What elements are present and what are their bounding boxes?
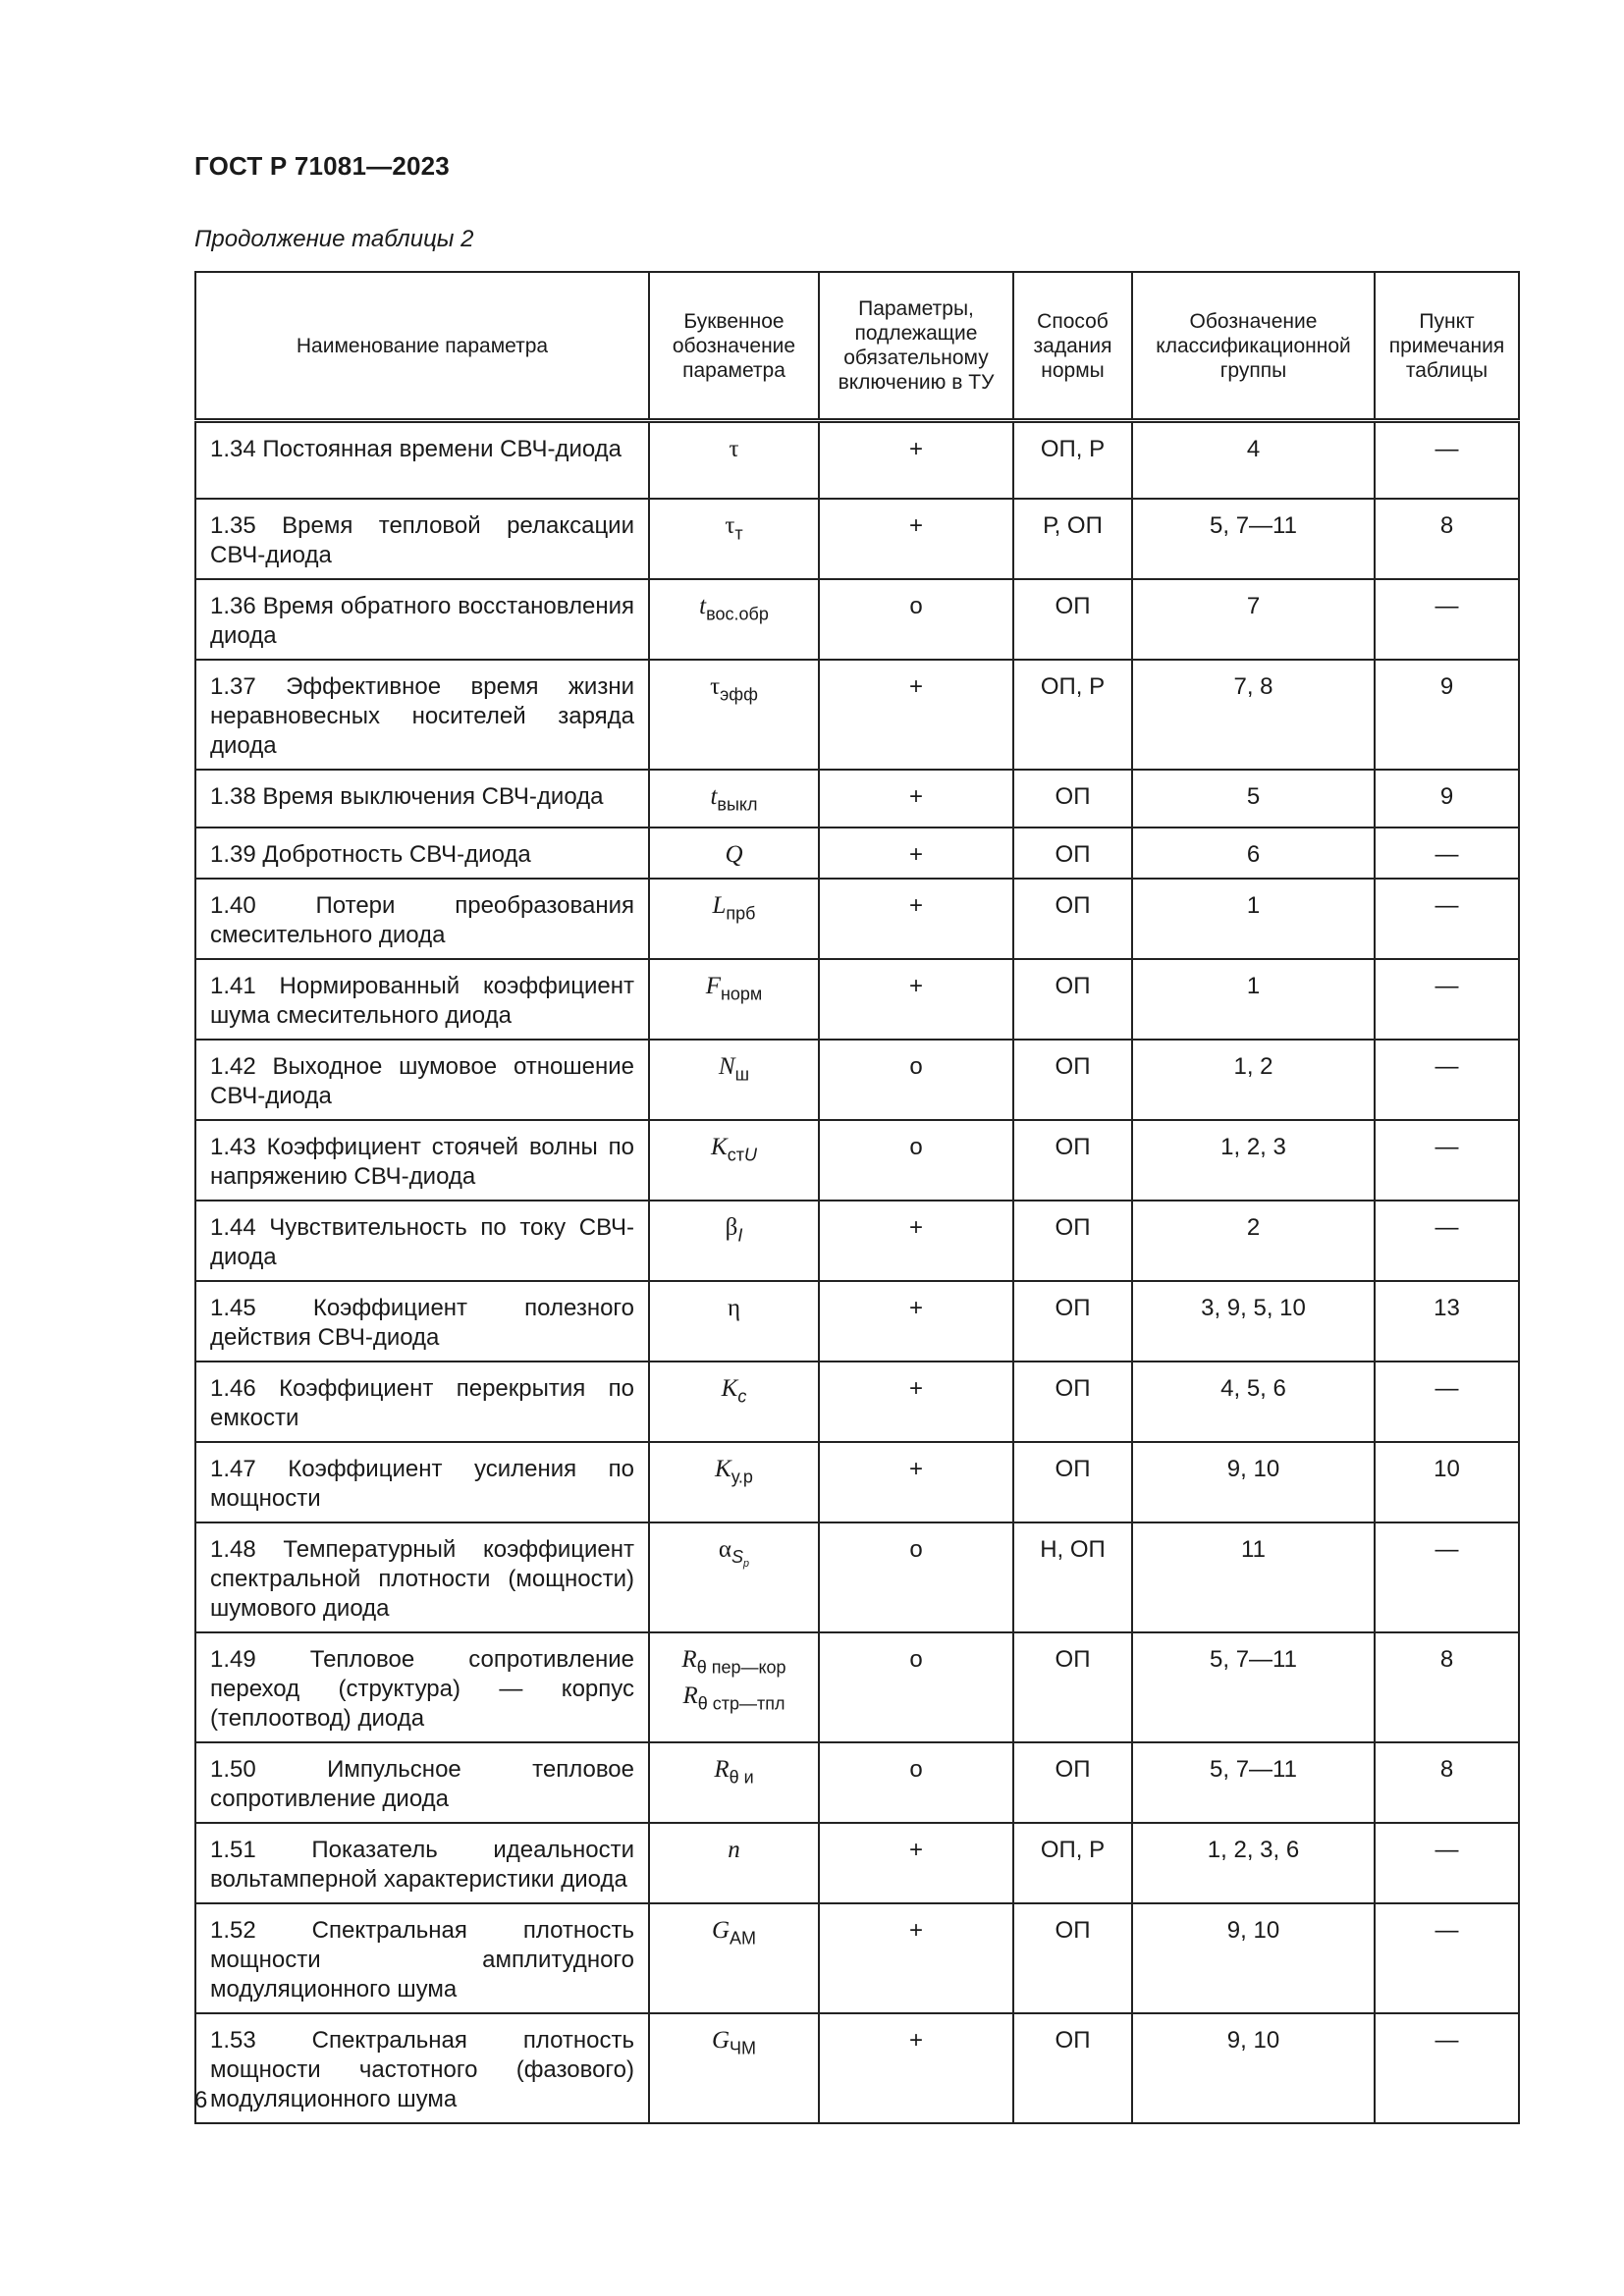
symbol-subscript-text: у.р bbox=[731, 1467, 753, 1487]
norm-method-cell: ОП bbox=[1013, 1120, 1132, 1201]
parameter-name-cell: 1.49 Тепловое сопротивление переход (структура) — корпус (теплоотвод) диода bbox=[195, 1632, 649, 1742]
included-in-tu-cell: + bbox=[819, 2013, 1013, 2123]
symbol-subscript-text: прб bbox=[726, 903, 756, 924]
classification-group-cell: 1, 2, 3 bbox=[1132, 1120, 1375, 1201]
symbol-subscript-text: норм bbox=[720, 984, 763, 1004]
note-reference-cell: — bbox=[1375, 828, 1519, 879]
included-in-tu-cell: + bbox=[819, 959, 1013, 1040]
norm-method-cell: Р, ОП bbox=[1013, 499, 1132, 579]
symbol-subscript bbox=[706, 604, 769, 623]
table-row bbox=[195, 828, 1519, 879]
note-reference-cell: 9 bbox=[1375, 770, 1519, 828]
norm-method-cell: ОП bbox=[1013, 579, 1132, 660]
note-reference-cell: — bbox=[1375, 2013, 1519, 2123]
parameter-name-cell: 1.47 Коэффициент усиления по мощности bbox=[195, 1442, 649, 1522]
symbol-main: K bbox=[711, 1133, 728, 1160]
table-body bbox=[195, 421, 1519, 2123]
parameter-symbol-cell bbox=[649, 1362, 819, 1442]
parameter-symbol bbox=[712, 891, 756, 924]
note-reference-cell: — bbox=[1375, 959, 1519, 1040]
parameter-symbol bbox=[710, 782, 758, 814]
symbol-subscript bbox=[721, 984, 762, 1003]
symbol-subscript bbox=[737, 1225, 742, 1245]
symbol-subscript-text: т bbox=[734, 522, 743, 543]
symbol-subscript-italic: S bbox=[731, 1547, 744, 1568]
column-header-included: Параметры, подлежащие обязательному включению в ТУ bbox=[819, 272, 1013, 421]
parameter-symbol-cell bbox=[649, 959, 819, 1040]
symbol-subscript bbox=[697, 1657, 786, 1677]
parameter-symbol-cell bbox=[649, 1040, 819, 1120]
table-row bbox=[195, 660, 1519, 770]
classification-group-cell: 4 bbox=[1132, 421, 1375, 499]
included-in-tu-cell: о bbox=[819, 1742, 1013, 1823]
classification-group-cell: 5, 7—11 bbox=[1132, 1632, 1375, 1742]
column-header-symbol: Буквенное обозначение параметра bbox=[649, 272, 819, 421]
parameter-symbol-cell bbox=[649, 1903, 819, 2013]
parameter-symbol bbox=[729, 436, 738, 462]
classification-group-cell: 7 bbox=[1132, 579, 1375, 660]
symbol-subscript bbox=[731, 1547, 750, 1570]
parameter-symbol bbox=[718, 1052, 750, 1085]
symbol-subscript-text: эфф bbox=[720, 683, 758, 704]
parameter-name-cell: 1.41 Нормированный коэффициент шума смесительного диода bbox=[195, 959, 649, 1040]
symbol-main: α bbox=[718, 1535, 732, 1563]
parameter-name-cell: 1.45 Коэффициент полезного действия СВЧ-диода bbox=[195, 1281, 649, 1362]
parameter-symbol bbox=[681, 1645, 786, 1678]
parameter-symbol bbox=[728, 1837, 740, 1863]
symbol-subscript bbox=[730, 1767, 754, 1787]
parameter-symbol bbox=[721, 1374, 747, 1407]
note-reference-cell: — bbox=[1375, 1120, 1519, 1201]
parameter-symbol-cell bbox=[649, 421, 819, 499]
note-reference-cell: — bbox=[1375, 1823, 1519, 1903]
parameter-symbol-cell bbox=[649, 770, 819, 828]
parameter-name-cell: 1.39 Добротность СВЧ-диода bbox=[195, 828, 649, 879]
norm-method-cell: ОП bbox=[1013, 879, 1132, 959]
symbol-subscript-text: вос.обр bbox=[706, 603, 769, 623]
included-in-tu-cell: + bbox=[819, 828, 1013, 879]
table-row bbox=[195, 1742, 1519, 1823]
norm-method-cell: ОП bbox=[1013, 828, 1132, 879]
symbol-main: τ bbox=[710, 672, 721, 700]
included-in-tu-cell: + bbox=[819, 1442, 1013, 1522]
parameter-symbol-cell bbox=[649, 2013, 819, 2123]
table-row bbox=[195, 1281, 1519, 1362]
symbol-subscript-italic: I bbox=[737, 1225, 743, 1246]
note-reference-cell: — bbox=[1375, 1040, 1519, 1120]
table-row bbox=[195, 1903, 1519, 2013]
parameter-symbol-cell bbox=[649, 828, 819, 879]
table-row bbox=[195, 1823, 1519, 1903]
table-row bbox=[195, 2013, 1519, 2123]
parameter-symbol-cell bbox=[649, 1522, 819, 1632]
included-in-tu-cell: + bbox=[819, 1903, 1013, 2013]
symbol-subscript-text: ЧМ bbox=[730, 2038, 757, 2058]
parameter-name-cell: 1.38 Время выключения СВЧ-диода bbox=[195, 770, 649, 828]
parameter-symbol bbox=[725, 511, 743, 543]
parameter-symbol-cell bbox=[649, 1632, 819, 1742]
note-reference-cell: — bbox=[1375, 1201, 1519, 1281]
note-reference-cell: 10 bbox=[1375, 1442, 1519, 1522]
symbol-main: τ bbox=[729, 436, 739, 462]
parameter-symbol bbox=[725, 1213, 743, 1246]
included-in-tu-cell: о bbox=[819, 1120, 1013, 1201]
parameter-symbol-cell bbox=[649, 1281, 819, 1362]
parameters-table bbox=[194, 271, 1520, 2124]
classification-group-cell: 1 bbox=[1132, 879, 1375, 959]
column-header-name: Наименование параметра bbox=[195, 272, 649, 421]
symbol-subscript-text: ш bbox=[734, 1064, 750, 1085]
classification-group-cell: 11 bbox=[1132, 1522, 1375, 1632]
symbol-subscript-text: θ пер—кор bbox=[696, 1657, 786, 1678]
included-in-tu-cell: о bbox=[819, 1040, 1013, 1120]
column-header-note: Пункт примечания таблицы bbox=[1375, 272, 1519, 421]
symbol-subscript-text: θ и bbox=[729, 1767, 754, 1788]
norm-method-cell: ОП, Р bbox=[1013, 1823, 1132, 1903]
included-in-tu-cell: + bbox=[819, 660, 1013, 770]
classification-group-cell: 2 bbox=[1132, 1201, 1375, 1281]
parameter-symbol-cell bbox=[649, 1823, 819, 1903]
symbol-main: R bbox=[714, 1755, 730, 1783]
included-in-tu-cell: + bbox=[819, 421, 1013, 499]
symbol-subscript bbox=[728, 1145, 757, 1164]
table-row bbox=[195, 879, 1519, 959]
table-row bbox=[195, 1040, 1519, 1120]
included-in-tu-cell: + bbox=[819, 1281, 1013, 1362]
symbol-main: G bbox=[711, 1916, 731, 1944]
included-in-tu-cell: + bbox=[819, 499, 1013, 579]
note-reference-cell: 9 bbox=[1375, 660, 1519, 770]
classification-group-cell: 1, 2, 3, 6 bbox=[1132, 1823, 1375, 1903]
parameter-symbol-cell bbox=[649, 1120, 819, 1201]
classification-group-cell: 5, 7—11 bbox=[1132, 1742, 1375, 1823]
parameter-name-cell: 1.43 Коэффициент стоячей волны по напряжению СВЧ-диода bbox=[195, 1120, 649, 1201]
parameter-symbol-cell bbox=[649, 499, 819, 579]
column-header-group: Обозначение классификационной группы bbox=[1132, 272, 1375, 421]
parameter-symbol bbox=[728, 1295, 740, 1321]
symbol-subscript-text: АМ bbox=[730, 1928, 757, 1949]
parameter-symbol bbox=[699, 592, 769, 623]
parameter-symbol-cell bbox=[649, 579, 819, 660]
parameter-name-cell: 1.46 Коэффициент перекрытия по емкости bbox=[195, 1362, 649, 1442]
parameter-symbol bbox=[714, 1755, 754, 1788]
note-reference-cell: — bbox=[1375, 1903, 1519, 2013]
symbol-subscript bbox=[698, 1693, 785, 1713]
symbol-subscript bbox=[730, 2038, 756, 2057]
table-row bbox=[195, 1522, 1519, 1632]
classification-group-cell: 5, 7—11 bbox=[1132, 499, 1375, 579]
norm-method-cell: ОП, Р bbox=[1013, 660, 1132, 770]
classification-group-cell: 3, 9, 5, 10 bbox=[1132, 1281, 1375, 1362]
norm-method-cell: ОП bbox=[1013, 1040, 1132, 1120]
norm-method-cell: ОП bbox=[1013, 959, 1132, 1040]
parameter-symbol-cell bbox=[649, 1442, 819, 1522]
symbol-subscript bbox=[730, 1928, 756, 1948]
table-row bbox=[195, 1201, 1519, 1281]
norm-method-cell: Н, ОП bbox=[1013, 1522, 1132, 1632]
symbol-subscript-italic: c bbox=[737, 1386, 747, 1407]
symbol-subscript bbox=[731, 1467, 753, 1486]
symbol-main: n bbox=[728, 1836, 740, 1863]
symbol-main: R bbox=[682, 1682, 698, 1710]
table-row bbox=[195, 1442, 1519, 1522]
symbol-subscript bbox=[726, 903, 755, 923]
symbol-subscript bbox=[734, 523, 742, 543]
parameter-name-cell: 1.53 Спектральная плотность мощности частотного (фазового) модуляционного шума bbox=[195, 2013, 649, 2123]
parameter-symbol-cell bbox=[649, 1201, 819, 1281]
symbol-main: F bbox=[705, 972, 721, 999]
note-reference-cell: 8 bbox=[1375, 499, 1519, 579]
norm-method-cell: ОП bbox=[1013, 1903, 1132, 2013]
symbol-main: η bbox=[727, 1294, 741, 1321]
symbol-subscript-italic: U bbox=[743, 1145, 757, 1165]
symbol-subscript-text: выкл bbox=[717, 793, 758, 814]
norm-method-cell: ОП bbox=[1013, 1201, 1132, 1281]
note-reference-cell: 8 bbox=[1375, 1632, 1519, 1742]
table-row bbox=[195, 770, 1519, 828]
parameter-symbol-cell bbox=[649, 660, 819, 770]
included-in-tu-cell: + bbox=[819, 770, 1013, 828]
norm-method-cell: ОП bbox=[1013, 1742, 1132, 1823]
symbol-subscript bbox=[737, 1386, 746, 1406]
symbol-main: β bbox=[725, 1213, 738, 1241]
document-title: ГОСТ Р 71081—2023 bbox=[194, 151, 450, 181]
symbol-main: G bbox=[711, 2026, 731, 2054]
included-in-tu-cell: + bbox=[819, 879, 1013, 959]
classification-group-cell: 1 bbox=[1132, 959, 1375, 1040]
symbol-main: K bbox=[715, 1455, 731, 1482]
included-in-tu-cell: о bbox=[819, 1632, 1013, 1742]
note-reference-cell: — bbox=[1375, 421, 1519, 499]
parameter-name-cell: 1.35 Время тепловой релаксации СВЧ-диода bbox=[195, 499, 649, 579]
symbol-main: t bbox=[710, 782, 718, 810]
symbol-subscript bbox=[717, 794, 757, 814]
norm-method-cell: ОП bbox=[1013, 1632, 1132, 1742]
classification-group-cell: 5 bbox=[1132, 770, 1375, 828]
symbol-main: t bbox=[699, 592, 707, 619]
norm-method-cell: ОП bbox=[1013, 1442, 1132, 1522]
norm-method-cell: ОП, Р bbox=[1013, 421, 1132, 499]
column-header-method: Способ задания нормы bbox=[1013, 272, 1132, 421]
table-row bbox=[195, 1120, 1519, 1201]
parameter-symbol bbox=[725, 841, 742, 868]
included-in-tu-cell: + bbox=[819, 1201, 1013, 1281]
norm-method-cell: ОП bbox=[1013, 1362, 1132, 1442]
parameter-name-cell: 1.44 Чувствительность по току СВЧ-диода bbox=[195, 1201, 649, 1281]
note-reference-cell: — bbox=[1375, 1522, 1519, 1632]
parameter-name-cell: 1.50 Импульсное тепловое сопротивление диода bbox=[195, 1742, 649, 1823]
classification-group-cell: 9, 10 bbox=[1132, 1442, 1375, 1522]
parameter-name-cell: 1.34 Постоянная времени СВЧ-диода bbox=[195, 421, 649, 499]
symbol-subscript bbox=[720, 684, 758, 704]
note-reference-cell: — bbox=[1375, 879, 1519, 959]
symbol-main: Q bbox=[725, 840, 743, 868]
symbol-subscript-text: ст bbox=[727, 1145, 744, 1165]
table-row bbox=[195, 1362, 1519, 1442]
parameter-symbol bbox=[715, 1455, 753, 1487]
parameter-symbol bbox=[682, 1682, 785, 1714]
symbol-main: R bbox=[681, 1645, 697, 1673]
parameter-symbol-cell bbox=[649, 879, 819, 959]
note-reference-cell: — bbox=[1375, 579, 1519, 660]
symbol-main: τ bbox=[725, 511, 735, 539]
table-row bbox=[195, 579, 1519, 660]
parameter-name-cell: 1.40 Потери преобразования смесительного диода bbox=[195, 879, 649, 959]
classification-group-cell: 9, 10 bbox=[1132, 1903, 1375, 2013]
parameter-name-cell: 1.36 Время обратного восстановления диода bbox=[195, 579, 649, 660]
symbol-main: L bbox=[712, 891, 727, 919]
symbol-subscript bbox=[735, 1064, 749, 1084]
note-reference-cell: — bbox=[1375, 1362, 1519, 1442]
norm-method-cell: ОП bbox=[1013, 2013, 1132, 2123]
table-row bbox=[195, 1632, 1519, 1742]
parameter-name-cell: 1.52 Спектральная плотность мощности амплитудного модуляционного шума bbox=[195, 1903, 649, 2013]
page-number: 6 bbox=[194, 2087, 208, 2113]
classification-group-cell: 6 bbox=[1132, 828, 1375, 879]
parameter-name-cell: 1.48 Температурный коэффициент спектральной плотности (мощности) шумового диода bbox=[195, 1522, 649, 1632]
classification-group-cell: 7, 8 bbox=[1132, 660, 1375, 770]
classification-group-cell: 9, 10 bbox=[1132, 2013, 1375, 2123]
parameter-name-cell: 1.51 Показатель идеальности вольтамперной характеристики диода bbox=[195, 1823, 649, 1903]
symbol-sub-subscript: p bbox=[743, 1557, 750, 1570]
parameter-symbol bbox=[711, 2026, 757, 2058]
table-continuation-caption: Продолжение таблицы 2 bbox=[194, 226, 474, 252]
included-in-tu-cell: + bbox=[819, 1823, 1013, 1903]
norm-method-cell: ОП bbox=[1013, 1281, 1132, 1362]
table-row bbox=[195, 421, 1519, 499]
norm-method-cell: ОП bbox=[1013, 770, 1132, 828]
table-row bbox=[195, 499, 1519, 579]
parameter-name-cell: 1.42 Выходное шумовое отношение СВЧ-диода bbox=[195, 1040, 649, 1120]
table-row bbox=[195, 959, 1519, 1040]
symbol-main: K bbox=[721, 1374, 738, 1402]
parameter-symbol-cell bbox=[649, 1742, 819, 1823]
classification-group-cell: 1, 2 bbox=[1132, 1040, 1375, 1120]
classification-group-cell: 4, 5, 6 bbox=[1132, 1362, 1375, 1442]
parameter-symbol bbox=[711, 1133, 757, 1165]
parameter-symbol bbox=[710, 672, 758, 704]
note-reference-cell: 13 bbox=[1375, 1281, 1519, 1362]
parameter-name-cell: 1.37 Эффективное время жизни неравновесных носителей заряда диода bbox=[195, 660, 649, 770]
table-header-row bbox=[195, 272, 1519, 421]
parameter-symbol bbox=[705, 972, 763, 1004]
included-in-tu-cell: + bbox=[819, 1362, 1013, 1442]
included-in-tu-cell: о bbox=[819, 579, 1013, 660]
included-in-tu-cell: о bbox=[819, 1522, 1013, 1632]
symbol-subscript-text: θ стр—тпл bbox=[697, 1693, 785, 1714]
symbol-main: N bbox=[718, 1052, 735, 1080]
parameter-symbol bbox=[711, 1916, 757, 1949]
parameter-symbol bbox=[718, 1535, 750, 1570]
note-reference-cell: 8 bbox=[1375, 1742, 1519, 1823]
